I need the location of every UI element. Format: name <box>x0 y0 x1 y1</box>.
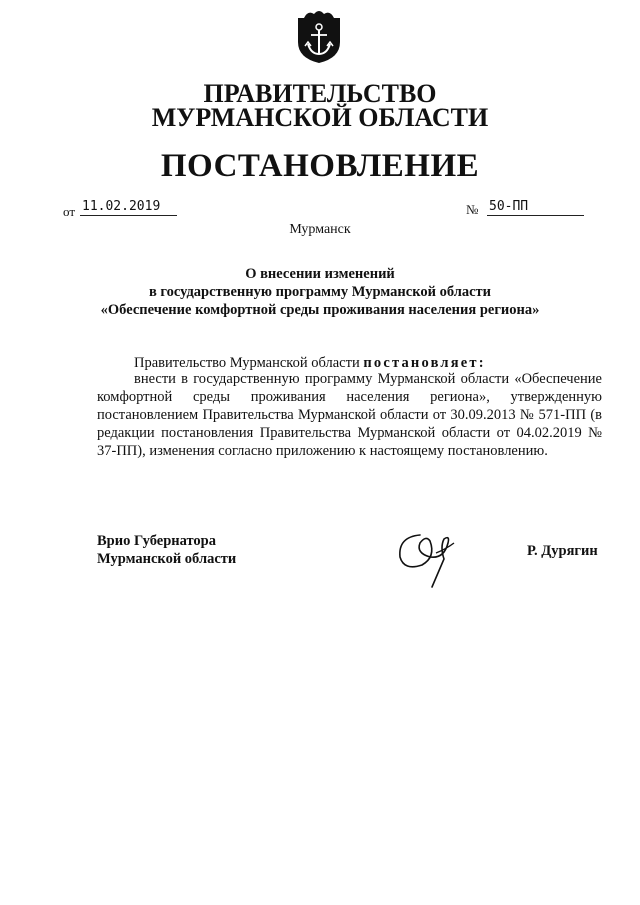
document-number: 50-ПП <box>487 198 584 216</box>
signatory-name: Р. Дурягин <box>527 543 598 559</box>
document-type-title: ПОСТАНОВЛЕНИЕ <box>160 148 480 184</box>
subject-line2: в государственную программу Мурманской области <box>148 284 492 300</box>
city-name: Мурманск <box>289 222 351 237</box>
number-prefix: № <box>466 202 479 217</box>
resolution-paragraph: внести в государственную программу Мурманской области «Обеспечение комфортной среды проживания населения региона», утвержденную постановлением Правительства Мурманской области от 30.09.2013 № 571-ПП (в редакции постановления Правительства Мурманской области от 04.02.2019 № 37-ПП), изменения согласно приложению к настоящему постановлению. <box>97 371 602 459</box>
intro-resolves: постановляет: <box>363 355 486 371</box>
signatory-title-line1: Врио Губернатора <box>97 533 216 549</box>
organization-name-line2: МУРМАНСКОЙ ОБЛАСТИ <box>151 103 489 132</box>
date-prefix: от <box>63 204 76 219</box>
coat-of-arms-icon <box>296 8 342 64</box>
organization-name-line1: ПРАВИТЕЛЬСТВО <box>203 79 437 108</box>
intro-text: Правительство Мурманской области <box>134 355 360 371</box>
signatory-title-line2: Мурманской области <box>97 551 237 567</box>
subject-line3: «Обеспечение комфортной среды проживания населения региона» <box>100 302 540 318</box>
signature-icon <box>390 513 470 593</box>
subject-line1: О внесении изменений <box>245 266 395 282</box>
document-date: 11.02.2019 <box>80 198 177 216</box>
